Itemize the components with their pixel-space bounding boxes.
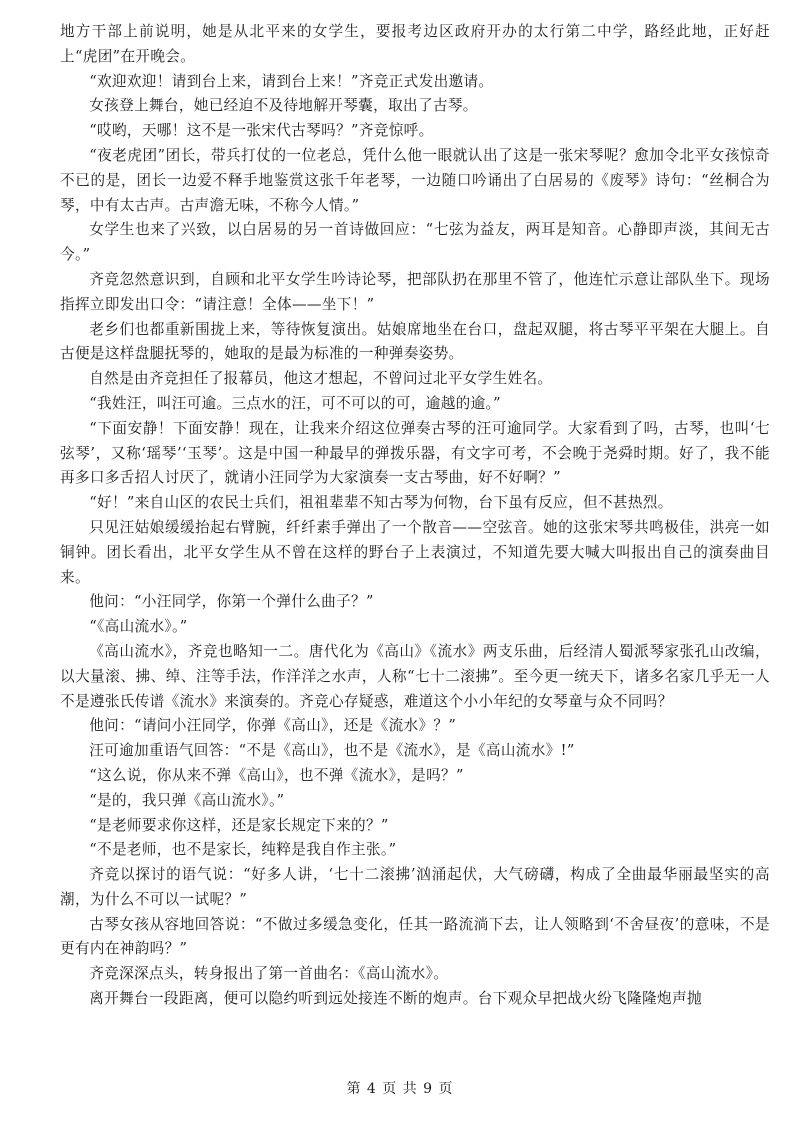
paragraph: 他问：“小汪同学，你第一个弹什么曲子？” [89,593,374,611]
paragraph: “哎哟，天哪！这不是一张宋代古琴吗？”齐竞惊呼。 [89,122,434,140]
paragraph: “《高山流水》。” [89,618,188,636]
paragraph: 地方干部上前说明，她是从北平来的女学生，要报考边区政府开办的太行第二中学，路经此地，正好赶上“虎团”在开晚会。 [60,23,770,65]
paragraph: 只见汪姑娘缓缓抬起右臂腕，纤纤素手弹出了一个散音——空弦音。她的这张宋琴共鸣极佳，洪亮一如铜钟。团长看出，北平女学生从不曾在这样的野台子上表演过，不知道先要大喊大叫报出自己的演奏曲目来。 [60,518,770,586]
paragraph: “欢迎欢迎！请到台上来，请到台上来！”齐竞正式发出邀请。 [89,72,494,90]
paragraph: 自然是由齐竞担任了报幕员，他这才想起，不曾问过北平女学生姓名。 [89,370,553,388]
paragraph: “不是老师，也不是家长，纯粹是我自作主张。” [89,841,397,859]
document-body [60,20,770,1012]
page-footer [0,1078,800,1098]
paragraph: “夜老虎团”团长，带兵打仗的一位老总，凭什么他一眼就认出了这是一张宋琴呢？愈加令北平女孩惊奇不已的是，团长一边爱不释手地鉴赏这张千年老琴，一边随口吟诵出了白居易的《废琴》诗句：“丝桐合为琴，中有太古声。古声澹无味，不称今人情。” [60,146,770,214]
paragraph: 齐竞深深点头，转身报出了第一首曲名：《高山流水》。 [89,965,449,983]
paragraph: 他问：“请问小汪同学，你弹《高山》，还是《流水》？” [89,717,457,735]
paragraph: 《高山流水》，齐竞也略知一二。唐代化为《高山》《流水》两支乐曲，后经清人蜀派琴家张孔山改编，以大量滚、拂、绰、注等手法，作洋洋之水声，人称“七十二滚拂”。至今更一统天下，诸多名家几乎无一人不是遵张氏传谱《流水》来演奏的。齐竞心存疑惑，难道这个小小年纪的女琴童与众不同吗？ [60,642,770,710]
paragraph: 齐竞忽然意识到，自顾和北平女学生吟诗论琴，把部队扔在那里不管了，他连忙示意让部队坐下。现场指挥立即发出口令：“请注意！全体——坐下！” [60,270,770,313]
paragraph: “下面安静！下面安静！现在，让我来介绍这位弹奏古琴的汪可逾同学。大家看到了吗，古琴，也叫‘七弦琴’，又称‘瑶琴’‘玉琴’。这是中国一种最早的弹拨乐器，有文字可考，不会晚于尧舜时期。好了，我不能再多口多舌招人讨厌了，就请小汪同学为大家演奏一支古琴曲，好不好啊？” [60,419,770,487]
paragraph: “是的，我只弹《高山流水》。” [89,791,285,809]
page-number-label: 第 4 页 共 9 页 [346,1081,454,1097]
paragraph: 老乡们也都重新围拢上来，等待恢复演出。姑娘席地坐在台口，盘起双腿，将古琴平平架在大腿上。自古便是这样盘腿抚琴的，她取的是最为标准的一种弹奏姿势。 [60,320,770,363]
paragraph: “好！”来自山区的农民士兵们，祖祖辈辈不知古琴为何物，台下虽有反应，但不甚热烈。 [89,494,673,512]
paragraph: 古琴女孩从容地回答说：“不做过多缓急变化，任其一路流淌下去，让人领略到‘不舍昼夜’的意味，不是更有内在神韵吗？” [60,915,770,958]
paragraph: 女学生也来了兴致，以白居易的另一首诗做回应：“七弦为益友，两耳是知音。心静即声淡，其间无古今。” [60,221,770,264]
paragraph: 汪可逾加重语气回答：“不是《高山》，也不是《流水》，是《高山流水》!” [89,742,575,760]
paragraph: “这么说，你从来不弹《高山》，也不弹《流水》，是吗？” [89,766,464,784]
paragraph: 齐竞以探讨的语气说：“好多人讲，‘七十二滚拂’汹涌起伏，大气磅礴，构成了全曲最华丽最坚实的高潮，为什么不可以一试呢？” [60,866,770,908]
paragraph: “我姓汪，叫汪可逾。三点水的汪，可不可以的可，逾越的逾。” [89,394,501,412]
paragraph: 离开舞台一段距离，便可以隐约听到远处接连不断的炮声。台下观众早把战火纷飞隆隆炮声抛 [89,990,702,1008]
paragraph: 女孩登上舞台，她已经迫不及待地解开琴囊，取出了古琴。 [89,97,478,115]
paragraph: “是老师要求你这样，还是家长规定下来的？” [89,816,389,834]
